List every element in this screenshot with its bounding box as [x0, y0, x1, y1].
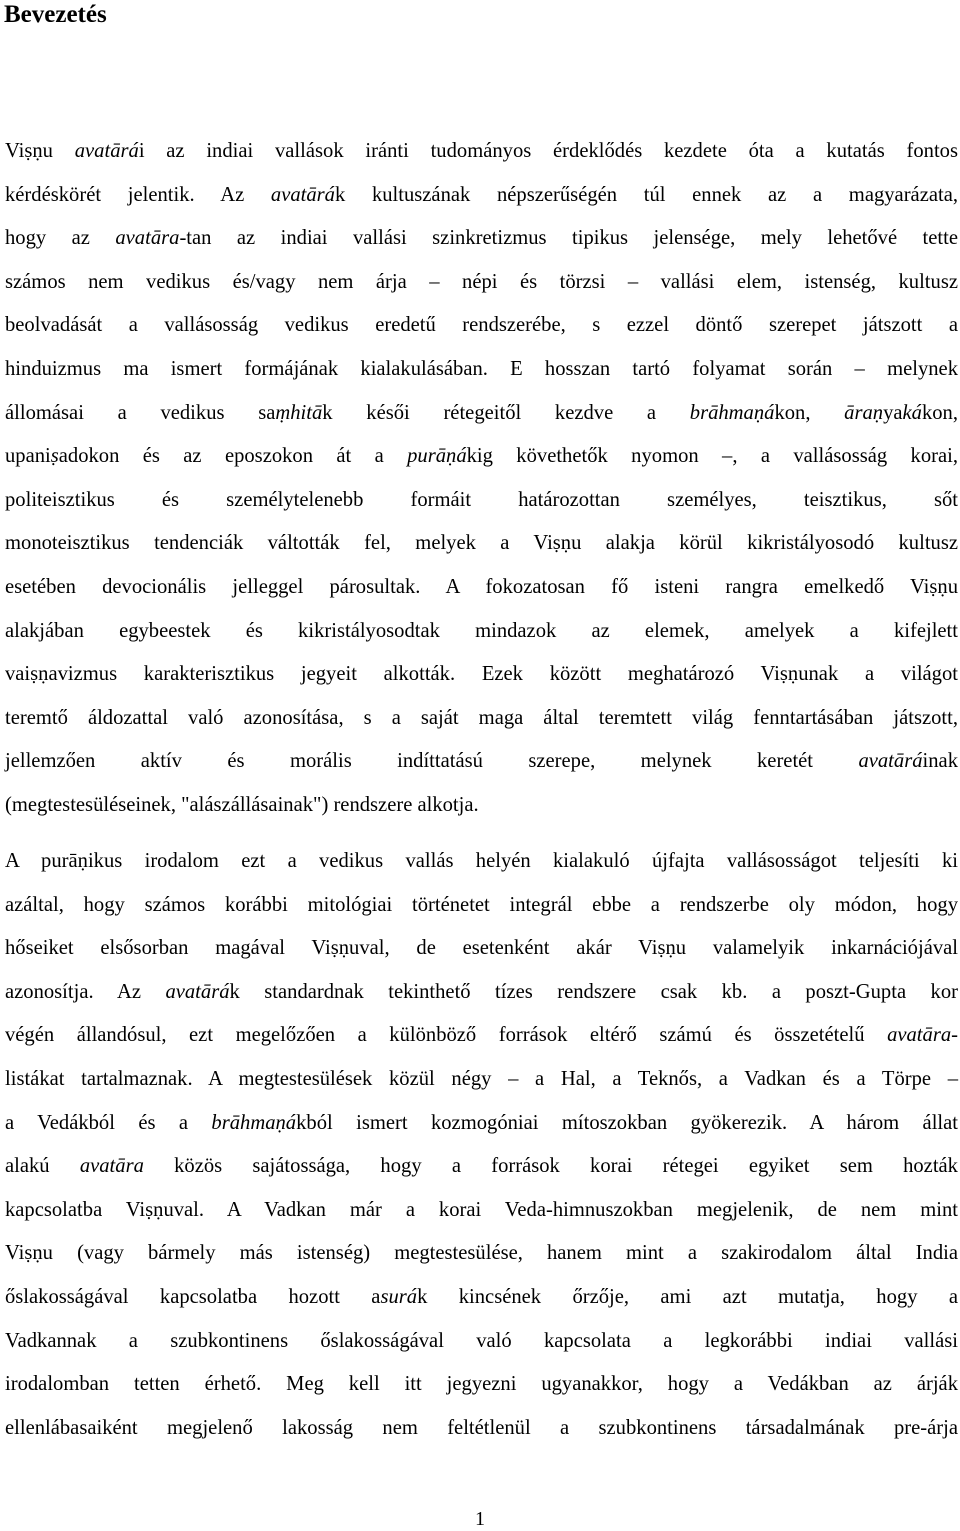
- text-line: [5, 348, 958, 392]
- text-line: [5, 840, 958, 884]
- italic-term: avatārá: [270, 183, 335, 206]
- text-run: (megtestesüléseinek, "alászállásainak") rendszere alkotja.: [5, 793, 479, 816]
- text-line: [5, 217, 958, 261]
- text-run: adokon és az eposzokon át a: [58, 445, 408, 468]
- text-run: ya: [883, 401, 903, 424]
- text-run: kérdéskörét jelentik. Az: [5, 183, 271, 206]
- text-run: k késői rétegeitől kezdve a: [322, 401, 690, 424]
- text-run: Vadkannak a szubkontinens őslakosságával való kapcsolata a legkorábbi indiai vallási: [5, 1329, 958, 1352]
- text-line: [5, 1276, 958, 1320]
- text-run: végén állandósul, ezt megelőzően a különböző források eltérő számú és összetételű: [5, 1024, 888, 1047]
- text-run: alakú: [5, 1155, 80, 1178]
- italic-term: brāhmaṇá: [211, 1111, 297, 1134]
- text-run: őslakosságával kapcsolatba hozott a: [5, 1285, 381, 1308]
- text-run: kon,: [774, 401, 845, 424]
- text-run: irodalomban tetten érhető. Meg kell itt jegyezni ugyanakkor, hogy a Vedákban az árják: [5, 1373, 958, 1396]
- text-run: állomásai a vedikus sa: [5, 401, 276, 424]
- text-line: [5, 130, 958, 174]
- text-run: Viṣṇu (vagy bármely más istenség) megtestesülése, hanem mint a szakirodalom által India: [5, 1242, 958, 1265]
- italic-term: avatāra: [79, 1155, 144, 1178]
- text-line: [5, 740, 958, 784]
- text-line: [5, 522, 958, 566]
- paragraph-puranic-literature: [5, 840, 958, 1450]
- text-line: [5, 1102, 958, 1146]
- text-run: k standardnak tekinthető tízes rendszere csak kb. a poszt-Gupta kor: [229, 980, 958, 1003]
- text-run: i az indiai vallások iránti tudományos érdeklődés kezdete óta a kutatás fontos: [138, 140, 958, 162]
- italic-term: brāhmaṇá: [689, 401, 775, 424]
- text-run: A purāṇikus irodalom ezt a vedikus vallás helyén kialakuló újfajta vallásosságot teljesíti ki: [5, 850, 958, 872]
- text-run: számos nem vedikus és/vagy nem árja – népi és törzsi – vallási elem, istenség, kultusz: [5, 270, 958, 293]
- text-line: [5, 261, 958, 305]
- text-line: [5, 927, 958, 971]
- text-line: [5, 1189, 958, 1233]
- text-run: kapcsolatba Viṣṇuval. A Vadkan már a korai Veda-himnuszokban megjelenik, de nem mint: [5, 1198, 958, 1221]
- text-run: upani: [5, 445, 51, 468]
- text-line: [5, 1014, 958, 1058]
- text-run: hogy az: [5, 227, 116, 250]
- text-line: [5, 174, 958, 218]
- text-run: közös sajátossága, hogy a források korai rétegei egyiket sem hozták: [143, 1155, 958, 1178]
- text-line: [5, 1363, 958, 1407]
- text-run: alakjában egybeestek és kikristályosodtak mindazok az elemek, amelyek a kifejlett: [5, 619, 958, 642]
- text-run: -tan az indiai vallási szinkretizmus tipikus jelensége, mely lehetővé tette: [179, 227, 958, 250]
- text-run: a Vedákból és a: [5, 1111, 212, 1134]
- italic-term: avatārá: [858, 750, 923, 773]
- page-number: 1: [475, 1508, 485, 1530]
- text-line: [5, 1407, 958, 1451]
- text-run: beolvadását a vallásosság vedikus eredetű rendszerébe, s ezzel döntő szerepet játszott a: [5, 314, 958, 337]
- italic-term: avatārá: [74, 140, 139, 162]
- text-run: monoteisztikus tendenciák váltották fel, melyek a Viṣṇu alakja körül kikristályosodó kultusz: [5, 532, 958, 555]
- text-line: [5, 392, 958, 436]
- text-line: [5, 610, 958, 654]
- italic-term: purāṇá: [407, 445, 467, 468]
- page-title: Bevezetés: [4, 1, 107, 28]
- text-line: [5, 884, 958, 928]
- text-run: azáltal, hogy számos korábbi mitológiai történetet integrál ebbe a rendszerbe oly módon, hogy: [5, 893, 958, 916]
- text-run: kon,: [921, 401, 958, 424]
- italic-term: avatārá: [165, 980, 230, 1003]
- italic-term: āraṇ: [844, 401, 884, 424]
- text-run: jellemzően aktív és morális indíttatású szerepe, melynek keretét: [5, 750, 859, 773]
- text-line: [5, 304, 958, 348]
- text-line: [5, 784, 958, 828]
- text-run: azonosítja. Az: [5, 980, 166, 1003]
- text-run: k kincsének őrzője, ami azt mutatja, hogy a: [417, 1285, 958, 1308]
- text-run: teremtő áldozattal való azonosítása, s a saját maga által teremtett világ fenntartásában játszott,: [5, 706, 958, 729]
- text-run: Viṣṇu: [5, 140, 75, 162]
- text-run: listákat tartalmaznak. A megtestesülések közül négy – a Hal, a Teknős, a Vadkan és a Törpe –: [5, 1067, 958, 1090]
- italic-term: ṃhitā: [275, 401, 323, 424]
- text-run: esetében devocionális jelleggel párosultak. A fokozatosan fő isteni rangra emelkedő Viṣṇu: [5, 575, 958, 598]
- text-line: [5, 1232, 958, 1276]
- italic-term: surá: [380, 1285, 418, 1308]
- text-line: [5, 1145, 958, 1189]
- italic-term: avatāra: [887, 1024, 952, 1047]
- text-line: [5, 479, 958, 523]
- text-line: [5, 697, 958, 741]
- italic-term: avatāra: [115, 227, 180, 250]
- text-run: hőseiket elsősorban magával Viṣṇuval, de esetenként akár Viṣṇu valamelyik inkarnációjával: [5, 937, 958, 960]
- italic-term: ṣ: [50, 445, 59, 468]
- text-line: [5, 566, 958, 610]
- text-run: kig követhetők nyomon –, a vallásosság korai,: [466, 445, 958, 468]
- text-run: hinduizmus ma ismert formájának kialakulásában. E hosszan tartó folyamat során – melynek: [5, 357, 958, 380]
- text-line: [5, 971, 958, 1015]
- text-run: inak: [922, 750, 958, 773]
- text-line: [5, 653, 958, 697]
- text-run: k kultuszának népszerűségén túl ennek az a magyarázata,: [334, 183, 958, 206]
- text-line: [5, 1320, 958, 1364]
- italic-term: ká: [902, 401, 922, 424]
- text-line: [5, 1058, 958, 1102]
- text-run: -: [951, 1024, 958, 1047]
- paragraph-intro: [5, 130, 958, 828]
- text-run: vaiṣṇavizmus karakterisztikus jegyeit alkották. Ezek között meghatározó Viṣṇunak a világot: [5, 663, 958, 686]
- text-run: politeisztikus és személytelenebb formáit határozottan személyes, teisztikus, sőt: [5, 488, 958, 511]
- text-run: ellenlábasaiként megjelenő lakosság nem feltétlenül a szubkontinens társadalmának pre-árja: [5, 1416, 958, 1439]
- text-line: [5, 435, 958, 479]
- text-run: kból ismert kozmogóniai mítoszokban gyökerezik. A három állat: [296, 1111, 958, 1134]
